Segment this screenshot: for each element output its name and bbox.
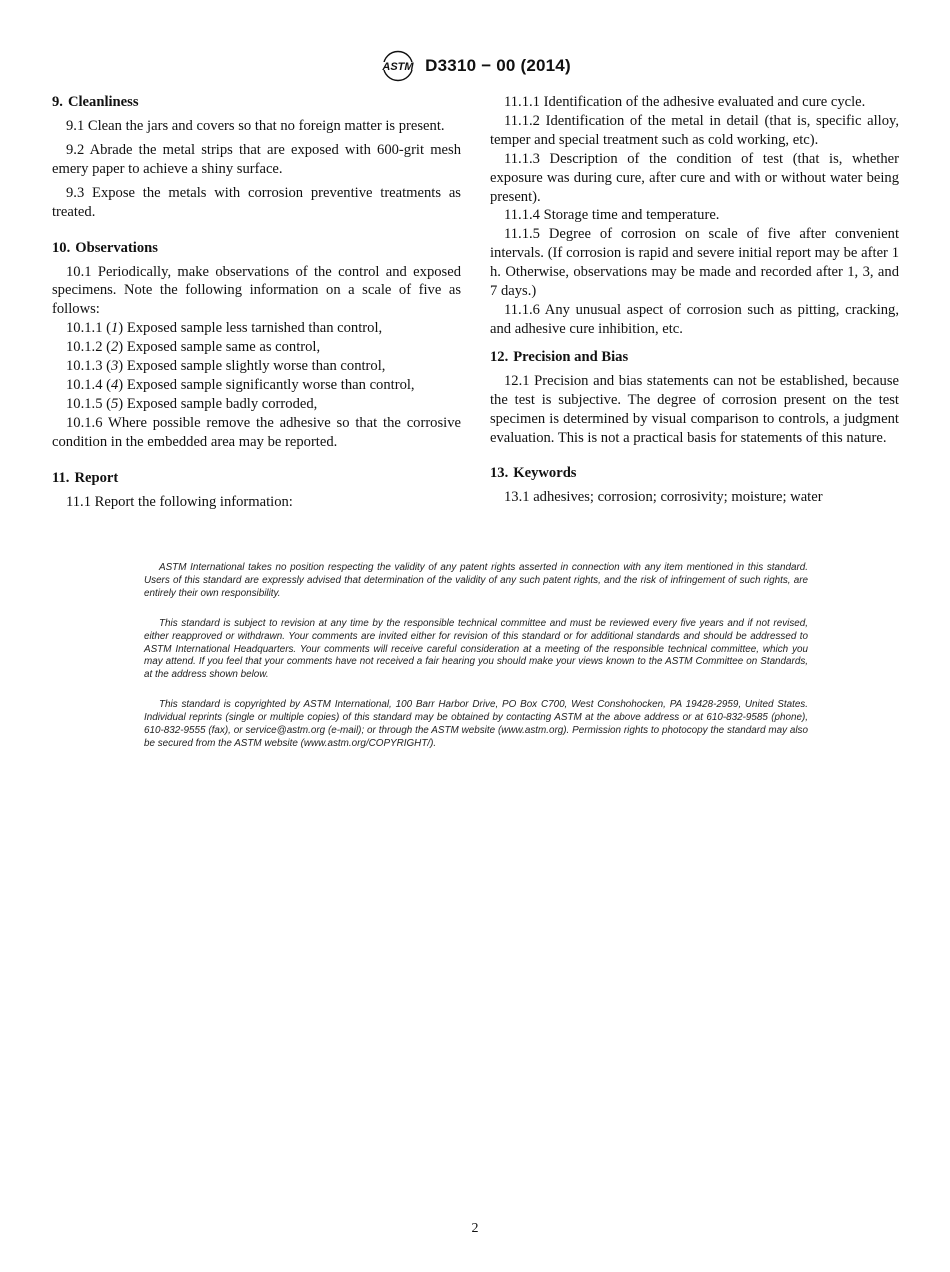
section-heading-cleanliness (52, 93, 461, 112)
page-number: 2 (471, 1221, 479, 1236)
astm-logo-icon (379, 50, 417, 82)
section-number: 12. (490, 348, 509, 365)
item-number: 10.1.5 (66, 395, 103, 412)
section-heading-precision (490, 348, 899, 367)
paragraph-9-3: 9.3 Expose the metals with corrosion preventive treatments as treated. (52, 184, 461, 220)
paragraph-11-1-4: 11.1.4 Storage time and temperature. (504, 207, 720, 224)
section-title: Cleanliness (67, 94, 139, 110)
item-number: 10.1.4 (66, 376, 103, 393)
revision-notice: This standard is subject to revision at any time by the responsible technical committee and must be reviewed every five years and if not revised, either reapproved or withdrawn. Your comments are invited either for revision of this standard or for additional standards and should be addressed to ASTM International Headquarters. Your comments will receive careful consideration at a meeting of the responsible technical committee, which you may attend. If you feel that your comments have not received a fair hearing you should make your views known to the ASTM Committee on Standards, at the address shown below. (144, 617, 808, 681)
scale-item-3: 10.1.3 (3) Exposed sample slightly worse than control, (66, 358, 386, 375)
paragraph-13-1: 13.1 adhesives; corrosion; corrosivity; moisture; water (504, 489, 823, 506)
svg-text:ASTM: ASTM (382, 61, 414, 73)
scale-item-2: 10.1.2 (2) Exposed sample same as control, (66, 339, 321, 356)
paragraph-10-1: 10.1 Periodically, make observations of the control and exposed specimens. Note the following information on a scale of five as follows: (52, 263, 461, 318)
item-text: Exposed sample badly corroded, (126, 395, 318, 412)
right-column (490, 93, 899, 512)
section-heading-keywords (490, 464, 899, 483)
item-text: Exposed sample slightly worse than control, (126, 358, 386, 375)
paragraph-11-1: 11.1 Report the following information: (66, 493, 293, 510)
scale-code: 3 (111, 358, 119, 375)
scale-item-1: 10.1.1 (1) Exposed sample less tarnished than control, (66, 320, 383, 337)
section-number: 13. (490, 465, 509, 482)
item-text: Exposed sample significantly worse than control, (126, 376, 415, 393)
item-number: 10.1.2 (66, 339, 103, 356)
section-number: 10. (52, 239, 71, 256)
section-title: Keywords (513, 465, 577, 482)
item-number: 10.1.1 (66, 320, 103, 337)
standard-designation: D3310 − 00 (2014) (425, 56, 571, 75)
paragraph-11-1-6: 11.1.6 Any unusual aspect of corrosion such as pitting, cracking, and adhesive cure inhibition, etc. (490, 301, 899, 337)
item-number: 10.1.3 (66, 358, 103, 375)
scale-code: 4 (111, 376, 119, 393)
paragraph-12-1: 12.1 Precision and bias statements can not be established, because the test is subjective. The degree of corrosion present on the test specimen is determined by visual comparison to controls, a judgment evaluation. This is not a practical basis for statements of this nature. (490, 372, 899, 446)
section-heading-observations (52, 239, 461, 258)
section-title: Report (74, 469, 119, 486)
paragraph-9-2: 9.2 Abrade the metal strips that are exposed with 600-grit mesh emery paper to achieve a shiny surface. (52, 141, 461, 177)
spacer (52, 227, 461, 239)
left-column (52, 93, 461, 517)
scale-item-5: 10.1.5 (5) Exposed sample badly corroded, (66, 395, 318, 412)
copyright-notice: This standard is copyrighted by ASTM International, 100 Barr Harbor Drive, PO Box C700, West Conshohocken, PA 19428-2959, United States. Individual reprints (single or multiple copies) of this standard may be obtained by contacting ASTM at the above address or at 610-832-9585 (phone), 610-832-9555 (fax), or service@astm.org (e-mail); or through the ASTM website (www.astm.org). Permission rights to photocopy the standard may also be secured from the ASTM website (www.astm.org/COPYRIGHT/). (144, 699, 808, 749)
paragraph-10-1-6: 10.1.6 Where possible remove the adhesive so that the corrosive condition in the embedded area may be reported. (52, 414, 461, 450)
paragraph-11-1-3: 11.1.3 Description of the condition of test (that is, whether exposure was during cure, after cure and with or without water being present). (490, 150, 899, 205)
section-title: Observations (75, 239, 158, 256)
paragraph-9-1: 9.1 Clean the jars and covers so that no foreign matter is present. (66, 118, 445, 134)
page-header (0, 50, 950, 82)
scale-code: 2 (111, 339, 119, 356)
section-number: 9. (52, 94, 63, 110)
item-text: Exposed sample less tarnished than control, (126, 320, 383, 337)
paragraph-11-1-2: 11.1.2 Identification of the metal in detail (that is, specific alloy, temper and special treatment such as cold working, etc). (490, 112, 899, 148)
section-number: 11. (52, 469, 70, 486)
paragraph-11-1-5: 11.1.5 Degree of corrosion on scale of five after convenient intervals. (If corrosion is rapid and severe initial report may be after 1 h. Otherwise, observations may be made and recorded after 1, 3, and 7 days.) (490, 226, 899, 300)
section-heading-report (52, 469, 461, 488)
paragraph-11-1-1: 11.1.1 Identification of the adhesive evaluated and cure cycle. (504, 94, 866, 110)
patent-notice: ASTM International takes no position respecting the validity of any patent rights asserted in connection with any item mentioned in this standard. Users of this standard are expressly advised that determination of the validity of any such patent rights, and the risk of infringement of such rights, are entirely their own responsibility. (144, 562, 808, 599)
item-text: Exposed sample same as control, (126, 339, 321, 356)
scale-item-4: 10.1.4 (4) Exposed sample significantly worse than control, (66, 376, 415, 393)
scale-code: 5 (111, 395, 119, 412)
section-title: Precision and Bias (513, 348, 629, 365)
spacer (52, 457, 461, 469)
footer-notices (144, 562, 808, 768)
scale-code: 1 (111, 320, 119, 337)
spacer (490, 452, 899, 464)
